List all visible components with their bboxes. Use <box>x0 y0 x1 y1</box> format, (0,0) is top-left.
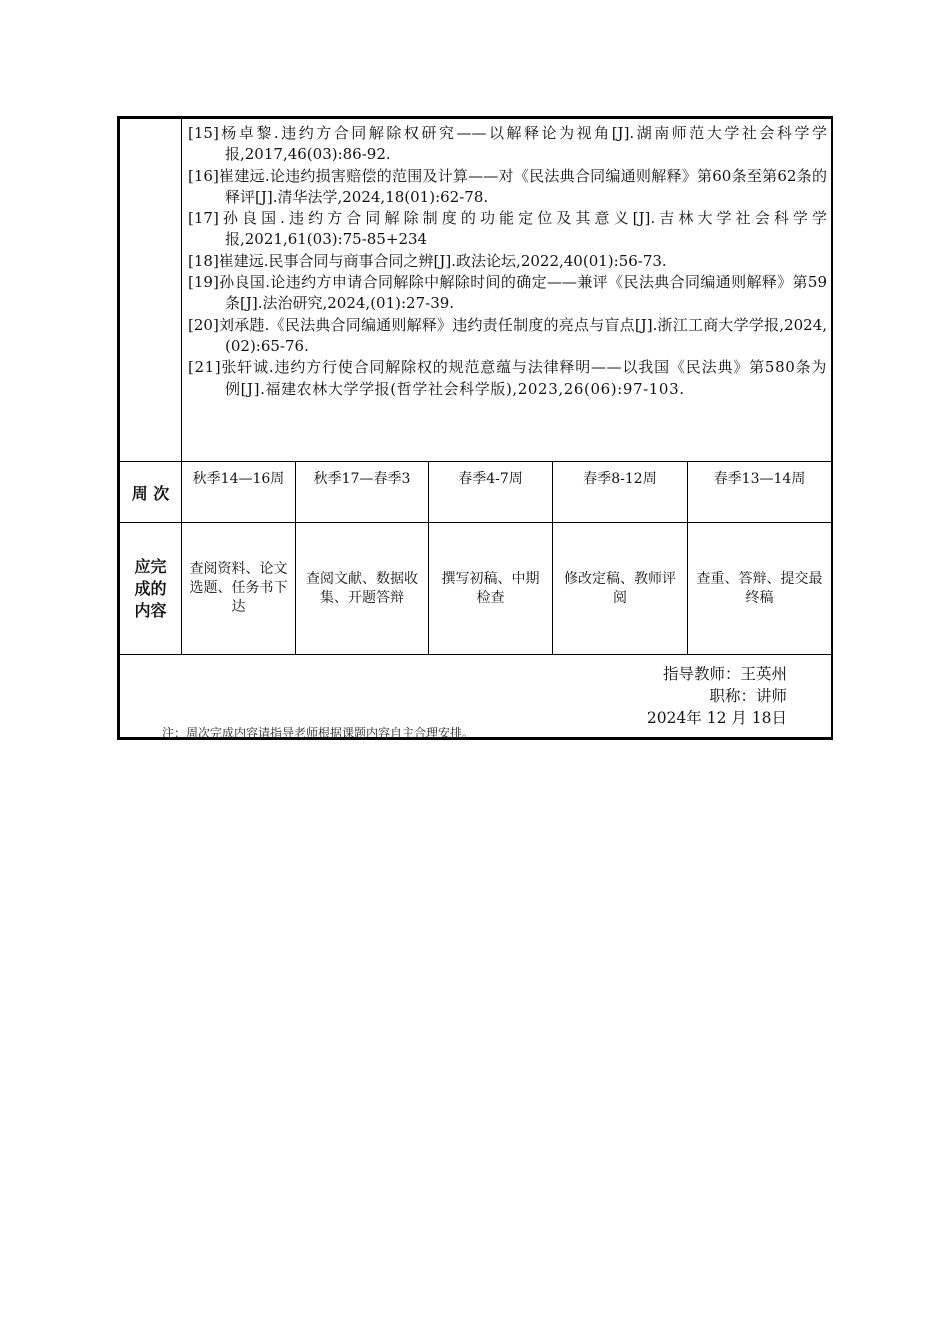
reference-item: [19]孙良国.论违约方申请合同解除中解除时间的确定——兼评《民法典合同编通则解释》第59条[J].法治研究,2024,(01):27-39. <box>188 273 828 313</box>
signature-date: 2024年 12 月 18日 <box>646 709 788 727</box>
references-row <box>120 119 832 462</box>
week-cell: 春季8-12周 <box>553 462 688 523</box>
task-row <box>120 523 832 655</box>
week-cell: 秋季17—春季3 <box>296 462 429 523</box>
footnote: 注：周次完成内容请指导老师根据课题内容自主合理安排。 <box>162 726 475 740</box>
reference-item: [20]刘承韪.《民法典合同编通则解释》违约责任制度的亮点与盲点[J].浙江工商大学学报,2024,(02):65-76. <box>188 315 828 355</box>
reference-item: [15]杨卓黎.违约方合同解除权研究——以解释论为视角[J].湖南师范大学社会科学学报,2017,46(03):86-92. <box>188 124 828 164</box>
task-cell: 查重、答辩、提交最终稿 <box>688 523 832 655</box>
references-cell <box>182 119 832 462</box>
week-cell: 秋季14—16周 <box>182 462 296 523</box>
advisor-name: 指导教师：王英州 <box>663 665 788 683</box>
task-cell: 撰写初稿、中期检查 <box>429 523 553 655</box>
week-header: 周 次 <box>120 462 182 523</box>
reference-item: [21]张轩诚.违约方行使合同解除权的规范意蕴与法律释明——以我国《民法典》第580条为例[J].福建农林大学学报(哲学社会科学版),2023,26(06):97-103. <box>188 358 828 398</box>
task-header: 应完成的内容 <box>120 523 182 655</box>
reference-item: [18]崔建远.民事合同与商事合同之辨[J].政法论坛,2022,40(01):56-73. <box>188 251 667 270</box>
week-cell: 春季4-7周 <box>429 462 553 523</box>
references-label-cell <box>120 119 182 462</box>
week-cell: 春季13—14周 <box>688 462 832 523</box>
schedule-table <box>119 118 832 738</box>
task-cell: 修改定稿、教师评阅 <box>553 523 688 655</box>
week-row <box>120 462 832 523</box>
task-cell: 查阅文献、数据收集、开题答辩 <box>296 523 429 655</box>
task-table <box>117 116 833 740</box>
reference-item: [17]孙良国.违约方合同解除制度的功能定位及其意义[J].吉林大学社会科学学报,2021,61(03):75-85+234 <box>188 209 828 249</box>
advisor-title: 职称：讲师 <box>709 687 788 705</box>
task-cell: 查阅资料、论文选题、任务书下达 <box>182 523 296 655</box>
reference-item: [16]崔建远.论违约损害赔偿的范围及计算——对《民法典合同编通则解释》第60条至第62条的释评[J].清华法学,2024,18(01):62-78. <box>188 166 828 206</box>
